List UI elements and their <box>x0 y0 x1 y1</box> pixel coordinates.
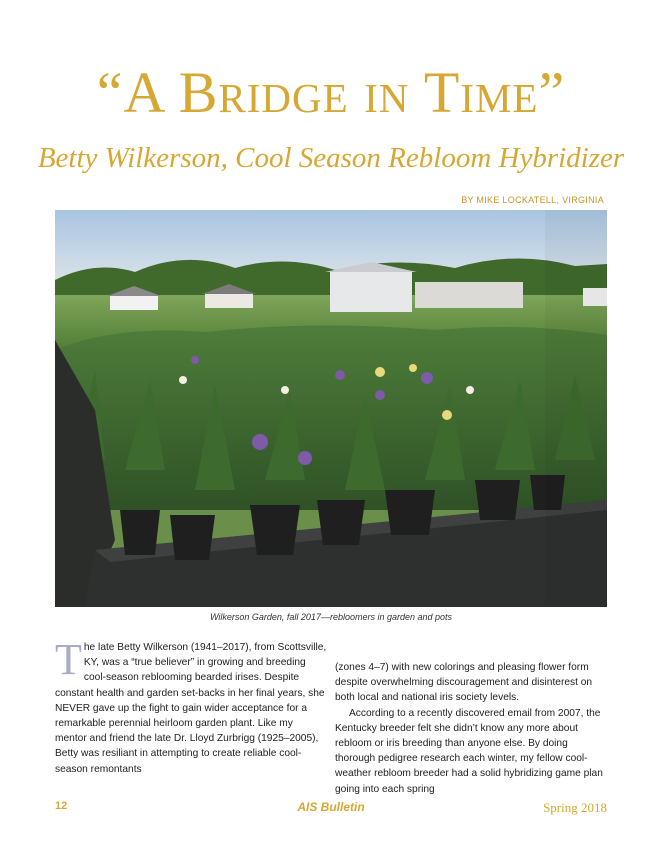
article-column-2 <box>335 660 607 797</box>
garden-photo <box>55 210 607 607</box>
photo-caption: Wilkerson Garden, fall 2017—rebloomers in garden and pots <box>209 612 453 622</box>
byline: BY MIKE LOCKATELL, VIRGINIA <box>461 195 604 205</box>
page-footer <box>55 800 607 816</box>
page-number: 12 <box>55 800 68 812</box>
article-paragraph-3: According to a recently discovered email from 2007, the Kentucky breeder felt she didn’t know any more about rebloom or iris breeding than anyone else. By doing thorough pedigree research each winter, my fellow cool-weather rebloom breeder had a solid hybridizing game plan going into each spring <box>335 707 603 795</box>
drop-cap: T <box>55 635 82 684</box>
publication-name: AIS Bulletin <box>297 800 365 814</box>
article-paragraph-1: he late Betty Wilkerson (1941–2017), from Scottsville, KY, was a “true believer” in growing and breeding cool-season reblooming bearded irises. Despite constant health and garden set-backs in her final years, she NEVER gave up the fight to gain wider acceptance for a remarkable perennial heirloom garden plant. Like my mentor and friend the late Dr. Lloyd Zurbrigg (1925–2005), Betty was resiliant in attempting to create reliable cool-season remontants <box>55 642 327 775</box>
article-paragraph-2: (zones 4–7) with new colorings and pleasing flower form despite overwhelming discouragement and disinterest on both local and national iris society levels. <box>335 662 593 704</box>
article-subtitle: Betty Wilkerson, Cool Season Rebloom Hybridizer <box>37 142 625 174</box>
article-column-1 <box>55 635 327 777</box>
garden-photo-icon <box>55 210 607 607</box>
issue-date: Spring 2018 <box>543 800 607 815</box>
article-title: “A Bridge in Time” <box>96 60 566 125</box>
